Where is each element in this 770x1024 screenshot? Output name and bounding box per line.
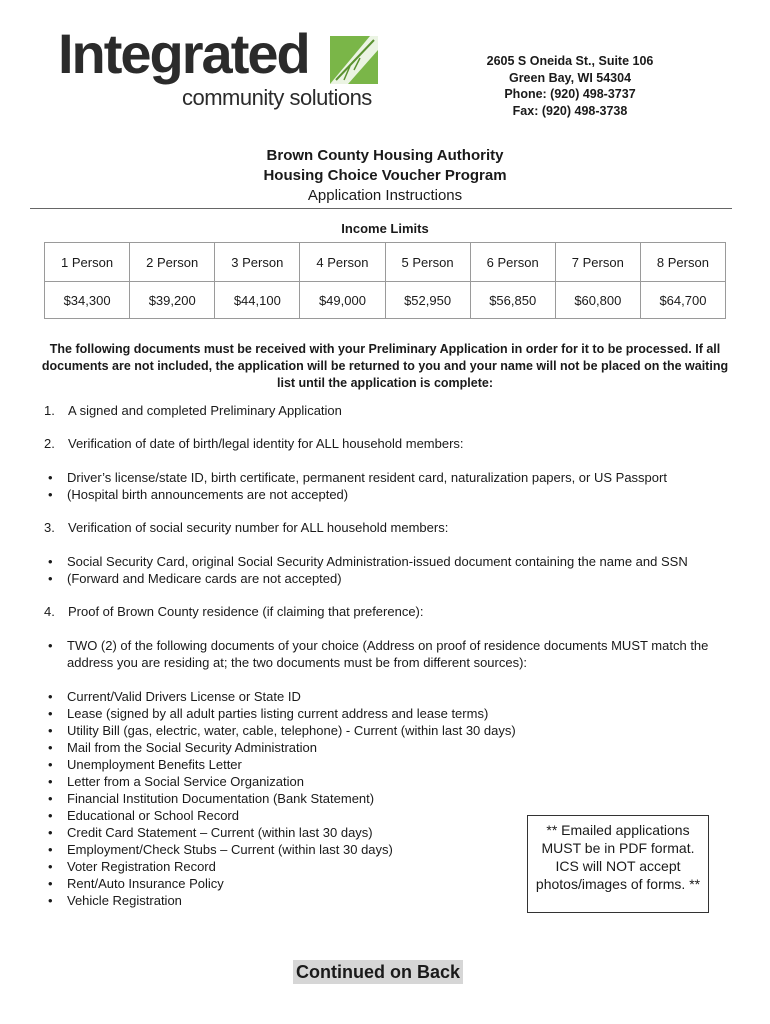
bullet-item: • (Hospital birth announcements are not accepted) (44, 486, 734, 503)
logo-wordmark: Integrated (58, 22, 309, 85)
logo-tagline: community solutions (182, 85, 372, 110)
bullet-item: • Driver’s license/state ID, birth certificate, permanent resident card, naturalization papers, or US Passport (44, 469, 734, 486)
item-number: 1. (44, 403, 55, 418)
sub-bullet-item: • Letter from a Social Service Organization (44, 773, 734, 790)
header-cell: 3 Person (215, 243, 300, 282)
document-titles (0, 146, 770, 205)
item-text: Verification of date of birth/legal identity for ALL household members: (68, 436, 464, 451)
program-title: Housing Choice Voucher Program (263, 167, 507, 184)
header-cell: 7 Person (555, 243, 640, 282)
header-cell: 5 Person (385, 243, 470, 282)
address-street: 2605 S Oneida St., Suite 106 (486, 54, 654, 68)
list-item (44, 402, 734, 419)
address-city: Green Bay, WI 54304 (508, 70, 632, 85)
value-cell: $60,800 (555, 282, 640, 319)
contact-address (460, 53, 680, 119)
item-number: 3. (44, 520, 55, 535)
sub-bullet-item: • Unemployment Benefits Letter (44, 756, 734, 773)
email-notice-box: ** Emailed applications MUST be in PDF format. ICS will NOT accept photos/images of forms. ** (527, 815, 709, 913)
sub-bullet-item: • Financial Institution Documentation (Bank Statement) (44, 790, 734, 807)
sub-bullet-item: • Employment/Check Stubs – Current (within last 30 days) (44, 841, 734, 858)
header-cell: 8 Person (640, 243, 725, 282)
sub-bullet-item: • Mail from the Social Security Administration (44, 739, 734, 756)
bullet-list (44, 469, 734, 503)
value-cell: $49,000 (300, 282, 385, 319)
header-cell: 6 Person (470, 243, 555, 282)
value-cell: $52,950 (385, 282, 470, 319)
list-item (44, 603, 734, 620)
title-divider (30, 208, 732, 209)
value-cell: $56,850 (470, 282, 555, 319)
continued-on-back: Continued on Back (293, 960, 463, 984)
sub-bullet-item: • Educational or School Record (44, 807, 734, 824)
header-cell: 1 Person (45, 243, 130, 282)
address-phone: Phone: (920) 498-3737 (504, 87, 636, 101)
bullet-item: • (Forward and Medicare cards are not accepted) (44, 570, 734, 587)
bullet-item: • Social Security Card, original Social Security Administration-issued document containing the name and SSN (44, 553, 734, 570)
list-item (44, 519, 734, 536)
header-cell: 4 Person (300, 243, 385, 282)
income-limits-title: Income Limits (341, 221, 429, 236)
item-text: Verification of social security number for ALL household members: (68, 520, 449, 535)
list-item (44, 435, 734, 452)
income-limits-table (44, 242, 726, 319)
instructions-intro: The following documents must be received with your Preliminary Application in order for it to be processed. If all documents are not included, the application will be returned to you and your name will not be placed on the waiting list until the application is complete: (41, 342, 729, 390)
item-number: 2. (44, 436, 55, 451)
company-logo (58, 22, 388, 112)
value-cell: $64,700 (640, 282, 725, 319)
logo-leaf-icon (330, 36, 378, 84)
address-fax: Fax: (920) 498-3738 (512, 103, 628, 118)
value-cell: $39,200 (130, 282, 215, 319)
value-cell: $44,100 (215, 282, 300, 319)
bullet-list (44, 553, 734, 587)
sub-bullet-item: • Vehicle Registration (44, 892, 734, 909)
sub-bullet-item: • Voter Registration Record (44, 858, 734, 875)
item-text: Proof of Brown County residence (if claiming that preference): (68, 604, 424, 619)
authority-title: Brown County Housing Authority (266, 147, 504, 164)
sub-bullet-item: • Credit Card Statement – Current (within last 30 days) (44, 824, 734, 841)
document-subtitle: Application Instructions (307, 187, 463, 204)
value-cell: $34,300 (45, 282, 130, 319)
income-header-row (45, 243, 726, 282)
bullet-list (44, 637, 734, 671)
sub-bullet-item: • Utility Bill (gas, electric, water, cable, telephone) - Current (within last 30 days) (44, 722, 734, 739)
sub-bullet-item: • Lease (signed by all adult parties listing current address and lease terms) (44, 705, 734, 722)
item-text: A signed and completed Preliminary Application (68, 403, 342, 418)
item-number: 4. (44, 604, 55, 619)
bullet-item: • TWO (2) of the following documents of your choice (Address on proof of residence documents MUST match the address you are residing at; the two documents must be from different sources): (44, 637, 734, 671)
income-value-row (45, 282, 726, 319)
sub-bullet-item: • Current/Valid Drivers License or State ID (44, 688, 734, 705)
sub-bullet-item: • Rent/Auto Insurance Policy (44, 875, 734, 892)
header-cell: 2 Person (130, 243, 215, 282)
